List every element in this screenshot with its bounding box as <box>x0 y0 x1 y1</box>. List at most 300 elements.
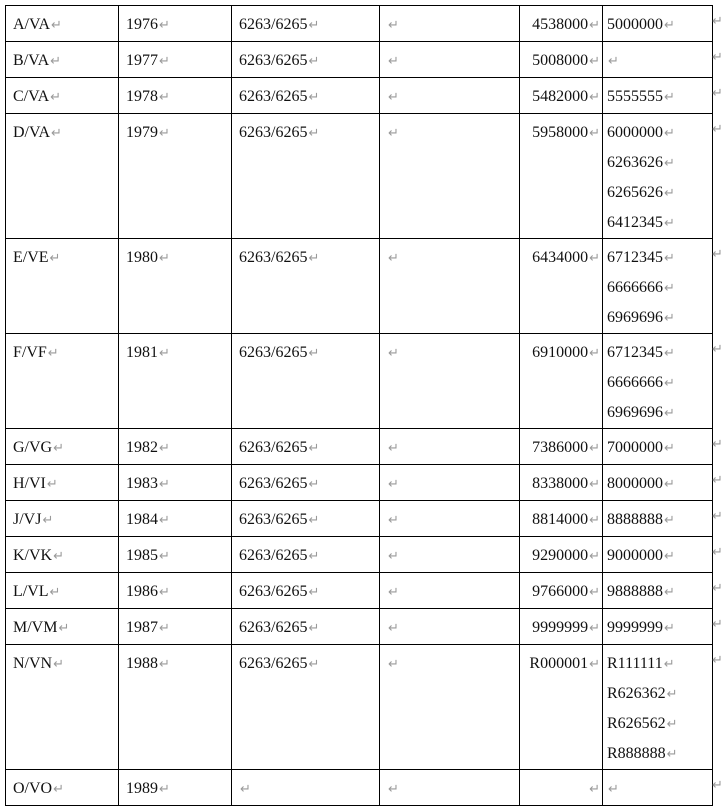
row-end-mark-icon: ↵ <box>712 508 723 524</box>
return-arrow-icon: ↵ <box>159 346 170 361</box>
cell-code-text: N/VN <box>13 655 53 672</box>
return-arrow-icon: ↵ <box>589 18 600 33</box>
return-arrow-icon: ↵ <box>47 346 59 361</box>
return-arrow-icon: ↵ <box>159 782 170 797</box>
return-arrow-icon: ↵ <box>308 54 320 69</box>
cell-code-text: H/VI <box>13 475 46 492</box>
value-text: 9000000 <box>607 547 663 564</box>
row-end-mark-icon: ↵ <box>712 580 723 596</box>
cell-year-text: 1985 <box>126 547 158 564</box>
value-text: 6000000 <box>607 124 663 141</box>
cell-ref-text: 6263/6265 <box>239 88 308 105</box>
return-arrow-icon: ↵ <box>53 657 65 672</box>
cell-code-text: E/VE <box>13 249 49 266</box>
return-arrow-icon: ↵ <box>308 441 320 456</box>
cell-code <box>6 770 119 806</box>
value-text: R626362 <box>607 685 666 702</box>
cell-code-text: K/VK <box>13 547 53 564</box>
return-arrow-icon: ↵ <box>49 251 61 266</box>
value-line <box>607 709 712 739</box>
row-end-mark-icon: ↵ <box>712 472 723 488</box>
cell-start <box>520 770 603 806</box>
cell-start <box>520 6 603 42</box>
cell-code <box>6 42 119 78</box>
cell-start-text: 9999999 <box>532 619 589 636</box>
row-end-mark-icon: ↵ <box>712 13 723 29</box>
table-row <box>6 609 713 645</box>
return-arrow-icon: ↵ <box>388 251 399 266</box>
cell-start <box>520 501 603 537</box>
value-line <box>607 739 712 769</box>
cell-blank <box>380 609 520 645</box>
cell-values <box>603 42 713 78</box>
return-arrow-icon: ↵ <box>589 126 600 141</box>
return-arrow-icon: ↵ <box>664 311 675 326</box>
cell-code <box>6 334 119 429</box>
cell-start <box>520 429 603 465</box>
cell-start <box>520 609 603 645</box>
cell-ref-text: 6263/6265 <box>239 547 308 564</box>
value-text: 6666666 <box>607 279 663 296</box>
cell-year-text: 1978 <box>126 88 158 105</box>
value-line <box>607 273 712 303</box>
return-arrow-icon: ↵ <box>388 782 399 797</box>
cell-ref-text: 6263/6265 <box>239 655 308 672</box>
value-line <box>607 541 712 571</box>
cell-code <box>6 609 119 645</box>
value-text: 6969696 <box>607 404 663 421</box>
cell-year <box>119 573 232 609</box>
cell-ref <box>232 239 380 334</box>
cell-year-text: 1989 <box>126 780 158 797</box>
row-end-mark-icon: ↵ <box>712 777 723 793</box>
value-line <box>607 243 712 273</box>
return-arrow-icon: ↵ <box>42 513 54 528</box>
return-arrow-icon: ↵ <box>664 477 675 492</box>
cell-start <box>520 645 603 770</box>
cell-blank <box>380 645 520 770</box>
cell-ref <box>232 114 380 239</box>
cell-ref <box>232 6 380 42</box>
cell-year <box>119 465 232 501</box>
value-line <box>607 433 712 463</box>
value-text: 5555555 <box>607 88 663 105</box>
return-arrow-icon: ↵ <box>589 477 600 492</box>
cell-year-text: 1986 <box>126 583 158 600</box>
return-arrow-icon: ↵ <box>308 126 320 141</box>
cell-code <box>6 239 119 334</box>
cell-year <box>119 770 232 806</box>
return-arrow-icon: ↵ <box>308 657 320 672</box>
return-arrow-icon: ↵ <box>159 477 170 492</box>
row-end-mark-icon: ↵ <box>712 544 723 560</box>
cell-start-text: 6910000 <box>532 344 589 361</box>
row-end-mark-icon: ↵ <box>712 85 723 101</box>
value-text: 6969696 <box>607 309 663 326</box>
return-arrow-icon: ↵ <box>589 513 600 528</box>
return-arrow-icon: ↵ <box>589 657 600 672</box>
cell-year-text: 1988 <box>126 655 158 672</box>
return-arrow-icon: ↵ <box>388 346 399 361</box>
table-row <box>6 334 713 429</box>
value-line <box>607 118 712 148</box>
cell-blank <box>380 42 520 78</box>
value-line <box>607 46 712 76</box>
value-text: 6712345 <box>607 249 663 266</box>
cell-ref-text: 6263/6265 <box>239 619 308 636</box>
table-row <box>6 429 713 465</box>
return-arrow-icon: ↵ <box>388 126 399 141</box>
return-arrow-icon: ↵ <box>608 54 619 69</box>
table-row <box>6 501 713 537</box>
cell-ref <box>232 429 380 465</box>
cell-start-text: 4538000 <box>532 16 589 33</box>
cell-code-text: O/VO <box>13 780 53 797</box>
cell-values <box>603 645 713 770</box>
cell-blank <box>380 537 520 573</box>
value-text: 8888888 <box>607 511 663 528</box>
cell-values <box>603 770 713 806</box>
return-arrow-icon: ↵ <box>663 657 675 672</box>
cell-year-text: 1982 <box>126 439 158 456</box>
return-arrow-icon: ↵ <box>664 216 675 231</box>
cell-blank <box>380 334 520 429</box>
return-arrow-icon: ↵ <box>589 621 600 636</box>
value-text: R888888 <box>607 745 666 762</box>
cell-year <box>119 6 232 42</box>
table-row <box>6 573 713 609</box>
cell-values <box>603 537 713 573</box>
value-text: 9888888 <box>607 583 663 600</box>
cell-year <box>119 645 232 770</box>
return-arrow-icon: ↵ <box>159 251 170 266</box>
row-end-mark-icon: ↵ <box>712 121 723 137</box>
return-arrow-icon: ↵ <box>664 18 675 33</box>
cell-ref <box>232 645 380 770</box>
cell-ref <box>232 770 380 806</box>
cell-year-text: 1983 <box>126 475 158 492</box>
value-line <box>607 679 712 709</box>
cell-code <box>6 465 119 501</box>
return-arrow-icon: ↵ <box>664 513 675 528</box>
cell-year-text: 1980 <box>126 249 158 266</box>
cell-start-text: 9766000 <box>532 583 589 600</box>
cell-start <box>520 114 603 239</box>
return-arrow-icon: ↵ <box>159 513 170 528</box>
return-arrow-icon: ↵ <box>388 90 399 105</box>
return-arrow-icon: ↵ <box>664 585 675 600</box>
cell-blank <box>380 573 520 609</box>
return-arrow-icon: ↵ <box>388 657 399 672</box>
cell-values <box>603 609 713 645</box>
return-arrow-icon: ↵ <box>664 406 675 421</box>
cell-start <box>520 42 603 78</box>
value-line <box>607 649 712 679</box>
return-arrow-icon: ↵ <box>58 621 70 636</box>
cell-year-text: 1984 <box>126 511 158 528</box>
cell-ref <box>232 42 380 78</box>
cell-ref-text: 6263/6265 <box>239 475 308 492</box>
return-arrow-icon: ↵ <box>49 585 61 600</box>
cell-ref-text: 6263/6265 <box>239 439 308 456</box>
return-arrow-icon: ↵ <box>664 376 675 391</box>
return-arrow-icon: ↵ <box>388 441 399 456</box>
cell-year <box>119 334 232 429</box>
return-arrow-icon: ↵ <box>308 585 320 600</box>
return-arrow-icon: ↵ <box>308 18 320 33</box>
cell-start-text: 9290000 <box>532 547 589 564</box>
return-arrow-icon: ↵ <box>159 18 170 33</box>
return-arrow-icon: ↵ <box>308 251 320 266</box>
cell-year-text: 1979 <box>126 124 158 141</box>
return-arrow-icon: ↵ <box>308 549 320 564</box>
row-end-mark-icon: ↵ <box>712 652 723 668</box>
value-text: R626562 <box>607 715 666 732</box>
cell-code-text: A/VA <box>13 16 51 33</box>
value-line <box>607 577 712 607</box>
cell-blank <box>380 501 520 537</box>
return-arrow-icon: ↵ <box>589 251 600 266</box>
cell-start <box>520 573 603 609</box>
cell-code-text: D/VA <box>13 124 51 141</box>
cell-ref <box>232 501 380 537</box>
return-arrow-icon: ↵ <box>664 186 675 201</box>
return-arrow-icon: ↵ <box>159 54 170 69</box>
value-line <box>607 774 712 804</box>
return-arrow-icon: ↵ <box>589 782 600 797</box>
cell-code-text: G/VG <box>13 439 53 456</box>
return-arrow-icon: ↵ <box>589 346 600 361</box>
return-arrow-icon: ↵ <box>159 657 170 672</box>
row-end-mark-icon: ↵ <box>712 436 723 452</box>
cell-year-text: 1977 <box>126 52 158 69</box>
value-line <box>607 505 712 535</box>
row-end-mark-icon: ↵ <box>712 616 723 632</box>
return-arrow-icon: ↵ <box>159 549 170 564</box>
return-arrow-icon: ↵ <box>159 441 170 456</box>
cell-start-text: 7386000 <box>532 439 589 456</box>
value-text: 6263626 <box>607 154 663 171</box>
table-row <box>6 770 713 806</box>
return-arrow-icon: ↵ <box>664 126 675 141</box>
cell-ref <box>232 78 380 114</box>
cell-start-text: 5008000 <box>532 52 589 69</box>
return-arrow-icon: ↵ <box>664 346 675 361</box>
cell-code <box>6 78 119 114</box>
cell-year <box>119 42 232 78</box>
return-arrow-icon: ↵ <box>666 717 678 732</box>
return-arrow-icon: ↵ <box>589 90 600 105</box>
return-arrow-icon: ↵ <box>50 54 62 69</box>
return-arrow-icon: ↵ <box>388 18 399 33</box>
value-text: 8000000 <box>607 475 663 492</box>
cell-values <box>603 429 713 465</box>
cell-start-text: 8338000 <box>532 475 589 492</box>
cell-values <box>603 334 713 429</box>
return-arrow-icon: ↵ <box>589 54 600 69</box>
value-line <box>607 338 712 368</box>
cell-code <box>6 429 119 465</box>
cell-start-text: 8814000 <box>532 511 589 528</box>
value-line <box>607 303 712 333</box>
cell-ref <box>232 537 380 573</box>
cell-start-text: 6434000 <box>532 249 589 266</box>
table-row <box>6 78 713 114</box>
return-arrow-icon: ↵ <box>51 18 62 33</box>
cell-start <box>520 465 603 501</box>
value-text: R111111 <box>607 655 663 672</box>
cell-code <box>6 537 119 573</box>
cell-year <box>119 78 232 114</box>
cell-year <box>119 501 232 537</box>
cell-ref-text: 6263/6265 <box>239 344 308 361</box>
return-arrow-icon: ↵ <box>159 585 170 600</box>
return-arrow-icon: ↵ <box>50 90 62 105</box>
value-line <box>607 208 712 238</box>
return-arrow-icon: ↵ <box>240 782 251 797</box>
cell-ref-text: 6263/6265 <box>239 511 308 528</box>
return-arrow-icon: ↵ <box>589 441 600 456</box>
return-arrow-icon: ↵ <box>666 747 678 762</box>
cell-blank <box>380 429 520 465</box>
return-arrow-icon: ↵ <box>308 621 320 636</box>
cell-ref <box>232 465 380 501</box>
row-end-mark-icon: ↵ <box>712 49 723 65</box>
return-arrow-icon: ↵ <box>664 156 675 171</box>
row-end-mark-icon: ↵ <box>712 341 723 357</box>
cell-ref <box>232 573 380 609</box>
cell-code-text: L/VL <box>13 583 49 600</box>
return-arrow-icon: ↵ <box>159 90 170 105</box>
cell-blank <box>380 114 520 239</box>
cell-blank <box>380 770 520 806</box>
return-arrow-icon: ↵ <box>388 477 399 492</box>
cell-start-text: 5482000 <box>532 88 589 105</box>
cell-ref-text: 6263/6265 <box>239 16 308 33</box>
table-row <box>6 537 713 573</box>
cell-code-text: M/VM <box>13 619 58 636</box>
value-line <box>607 398 712 428</box>
table-row <box>6 239 713 334</box>
cell-year-text: 1981 <box>126 344 158 361</box>
cell-values <box>603 239 713 334</box>
cell-ref-text: 6263/6265 <box>239 52 308 69</box>
value-text: 5000000 <box>607 16 663 33</box>
value-line <box>607 368 712 398</box>
return-arrow-icon: ↵ <box>51 126 62 141</box>
table-body <box>6 6 713 806</box>
value-text: 6666666 <box>607 374 663 391</box>
cell-values <box>603 501 713 537</box>
cell-blank <box>380 78 520 114</box>
return-arrow-icon: ↵ <box>308 90 320 105</box>
cell-ref <box>232 609 380 645</box>
return-arrow-icon: ↵ <box>664 549 675 564</box>
value-text: 6265626 <box>607 184 663 201</box>
return-arrow-icon: ↵ <box>53 782 65 797</box>
return-arrow-icon: ↵ <box>388 54 399 69</box>
return-arrow-icon: ↵ <box>53 549 65 564</box>
cell-code <box>6 501 119 537</box>
return-arrow-icon: ↵ <box>388 585 399 600</box>
return-arrow-icon: ↵ <box>308 513 320 528</box>
return-arrow-icon: ↵ <box>664 281 675 296</box>
cell-values <box>603 78 713 114</box>
cell-start-text: 5958000 <box>532 124 589 141</box>
return-arrow-icon: ↵ <box>388 621 399 636</box>
cell-start <box>520 537 603 573</box>
cell-values <box>603 6 713 42</box>
cell-year-text: 1987 <box>126 619 158 636</box>
cell-blank <box>380 465 520 501</box>
value-line <box>607 469 712 499</box>
return-arrow-icon: ↵ <box>308 477 320 492</box>
value-text: 6412345 <box>607 214 663 231</box>
cell-values <box>603 465 713 501</box>
cell-ref-text: 6263/6265 <box>239 124 308 141</box>
return-arrow-icon: ↵ <box>159 621 170 636</box>
cell-start-text: R000001 <box>529 655 589 672</box>
table-row <box>6 42 713 78</box>
cell-start <box>520 334 603 429</box>
cell-code-text: C/VA <box>13 88 50 105</box>
return-arrow-icon: ↵ <box>53 441 65 456</box>
return-arrow-icon: ↵ <box>46 477 58 492</box>
cell-blank <box>380 239 520 334</box>
cell-code <box>6 6 119 42</box>
value-text: 6712345 <box>607 344 663 361</box>
return-arrow-icon: ↵ <box>388 513 399 528</box>
return-arrow-icon: ↵ <box>666 687 678 702</box>
cell-code <box>6 114 119 239</box>
cell-ref <box>232 334 380 429</box>
cell-values <box>603 114 713 239</box>
return-arrow-icon: ↵ <box>664 441 675 456</box>
data-table <box>5 5 713 806</box>
table-row <box>6 645 713 770</box>
row-end-mark-icon: ↵ <box>712 246 723 262</box>
table-row <box>6 465 713 501</box>
value-line <box>607 178 712 208</box>
value-line <box>607 10 712 40</box>
cell-code-text: J/VJ <box>13 511 42 528</box>
value-line <box>607 613 712 643</box>
return-arrow-icon: ↵ <box>308 346 320 361</box>
table-row <box>6 6 713 42</box>
cell-year-text: 1976 <box>126 16 158 33</box>
cell-year <box>119 429 232 465</box>
cell-year <box>119 537 232 573</box>
cell-ref-text: 6263/6265 <box>239 249 308 266</box>
return-arrow-icon: ↵ <box>159 126 170 141</box>
cell-year <box>119 239 232 334</box>
return-arrow-icon: ↵ <box>608 782 619 797</box>
cell-blank <box>380 6 520 42</box>
value-line <box>607 82 712 112</box>
cell-code-text: B/VA <box>13 52 50 69</box>
cell-values <box>603 573 713 609</box>
return-arrow-icon: ↵ <box>664 621 675 636</box>
value-line <box>607 148 712 178</box>
return-arrow-icon: ↵ <box>589 585 600 600</box>
cell-year <box>119 609 232 645</box>
return-arrow-icon: ↵ <box>664 251 675 266</box>
table-row <box>6 114 713 239</box>
return-arrow-icon: ↵ <box>664 90 675 105</box>
cell-start <box>520 239 603 334</box>
cell-code-text: F/VF <box>13 344 47 361</box>
value-text: 7000000 <box>607 439 663 456</box>
